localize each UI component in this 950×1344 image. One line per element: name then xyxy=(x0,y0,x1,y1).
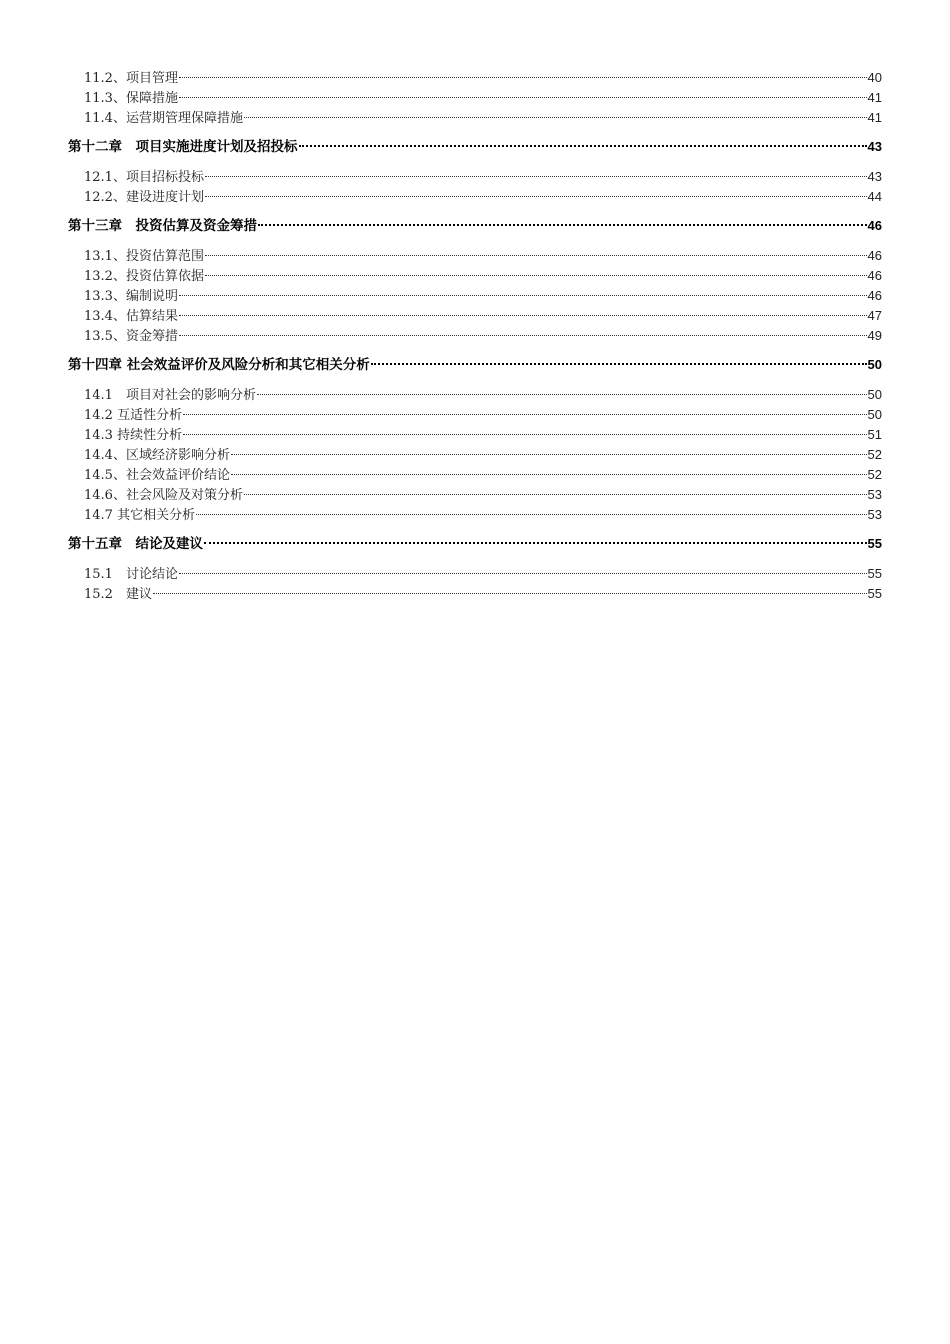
toc-page-number: 52 xyxy=(867,467,882,482)
toc-page-number: 46 xyxy=(867,268,882,283)
toc-dot-leader xyxy=(205,176,867,177)
toc-entry-12-1[interactable] xyxy=(84,167,882,187)
toc-dot-leader xyxy=(258,224,867,226)
toc-entry-title: 15.1 讨论结论 xyxy=(84,567,178,582)
toc-page-number: 55 xyxy=(867,566,882,581)
toc-entry-title: 11.4、运营期管理保障措施 xyxy=(84,111,243,126)
toc-entry-title: 13.5、资金筹措 xyxy=(84,329,178,344)
toc-dot-leader xyxy=(183,434,866,435)
toc-entry-14-4[interactable] xyxy=(84,445,882,465)
toc-entry-title: 13.1、投资估算范围 xyxy=(84,249,204,264)
toc-entry-14-3[interactable] xyxy=(84,425,882,445)
toc-dot-leader xyxy=(205,255,867,256)
toc-dot-leader xyxy=(257,394,867,395)
toc-dot-leader xyxy=(179,335,867,336)
toc-page-number: 51 xyxy=(867,427,882,442)
toc-page-number: 41 xyxy=(867,90,882,105)
toc-dot-leader xyxy=(204,542,867,544)
toc-page-number: 55 xyxy=(867,586,882,601)
toc-entry-14-7[interactable] xyxy=(84,505,882,525)
toc-page-number: 53 xyxy=(867,507,882,522)
toc-entry-title: 14.3 持续性分析 xyxy=(84,428,183,443)
toc-entry-12-2[interactable] xyxy=(84,187,882,207)
toc-entry-14-6[interactable] xyxy=(84,485,882,505)
toc-dot-leader xyxy=(179,77,867,78)
toc-page-number: 50 xyxy=(867,357,882,372)
toc-entry-title: 12.1、项目招标投标 xyxy=(84,170,204,185)
toc-entry-14-2[interactable] xyxy=(84,405,882,425)
toc-entry-title: 13.3、编制说明 xyxy=(84,289,178,304)
toc-page-number: 41 xyxy=(867,110,882,125)
toc-entry-11-2[interactable] xyxy=(84,68,882,88)
toc-dot-leader xyxy=(231,454,867,455)
toc-entry-11-3[interactable] xyxy=(84,88,882,108)
toc-entry-title: 11.2、项目管理 xyxy=(84,71,178,86)
toc-page-number: 40 xyxy=(867,70,882,85)
toc-entry-title: 14.4、区域经济影响分析 xyxy=(84,448,230,463)
toc-dot-leader xyxy=(179,295,867,296)
toc-page-number: 55 xyxy=(867,536,882,551)
toc-entry-title: 12.2、建设进度计划 xyxy=(84,190,204,205)
toc-page-number: 47 xyxy=(867,308,882,323)
toc-dot-leader xyxy=(153,593,867,594)
toc-entry-14-5[interactable] xyxy=(84,465,882,485)
toc-chapter-15[interactable] xyxy=(68,534,882,554)
toc-page-number: 52 xyxy=(867,447,882,462)
toc-entry-title: 14.5、社会效益评价结论 xyxy=(84,468,230,483)
toc-entry-13-2[interactable] xyxy=(84,266,882,286)
toc-dot-leader xyxy=(371,363,867,365)
toc-chapter-title: 第十五章 结论及建议 xyxy=(68,536,203,552)
toc-entry-title: 14.6、社会风险及对策分析 xyxy=(84,488,243,503)
toc-chapter-13[interactable] xyxy=(68,216,882,236)
toc-dot-leader xyxy=(205,196,867,197)
toc-page-number: 53 xyxy=(867,487,882,502)
toc-chapter-title: 第十二章 项目实施进度计划及招投标 xyxy=(68,139,298,155)
toc-entry-title: 14.7 其它相关分析 xyxy=(84,508,196,523)
toc-dot-leader xyxy=(299,145,867,147)
toc-chapter-14[interactable] xyxy=(68,355,882,375)
toc-dot-leader xyxy=(244,117,867,118)
toc-entry-title: 13.2、投资估算依据 xyxy=(84,269,204,284)
toc-chapter-title: 第十四章 社会效益评价及风险分析和其它相关分析 xyxy=(68,357,370,373)
toc-entry-11-4[interactable] xyxy=(84,108,882,128)
toc-page-number: 46 xyxy=(867,288,882,303)
toc-dot-leader xyxy=(179,97,867,98)
toc-dot-leader xyxy=(231,474,867,475)
toc-entry-title: 11.3、保障措施 xyxy=(84,91,178,106)
toc-entry-13-4[interactable] xyxy=(84,306,882,326)
toc-entry-13-1[interactable] xyxy=(84,246,882,266)
toc-page-number: 49 xyxy=(867,328,882,343)
toc-entry-14-1[interactable] xyxy=(84,385,882,405)
toc-entry-title: 13.4、估算结果 xyxy=(84,309,178,324)
toc-dot-leader xyxy=(179,315,867,316)
toc-entry-13-5[interactable] xyxy=(84,326,882,346)
toc-page-number: 43 xyxy=(867,169,882,184)
toc-entry-15-2[interactable] xyxy=(84,584,882,604)
toc-chapter-12[interactable] xyxy=(68,137,882,157)
toc-dot-leader xyxy=(205,275,867,276)
toc-page-number: 50 xyxy=(867,407,882,422)
toc-page-number: 46 xyxy=(867,218,882,233)
toc-page-number: 43 xyxy=(867,139,882,154)
toc-dot-leader xyxy=(196,514,866,515)
toc-dot-leader xyxy=(244,494,867,495)
toc-entry-title: 15.2 建议 xyxy=(84,587,152,602)
toc-entry-title: 14.2 互适性分析 xyxy=(84,408,183,423)
toc-entry-13-3[interactable] xyxy=(84,286,882,306)
toc-dot-leader xyxy=(183,414,866,415)
toc-entry-title: 14.1 项目对社会的影响分析 xyxy=(84,388,256,403)
toc-chapter-title: 第十三章 投资估算及资金筹措 xyxy=(68,218,257,234)
toc-entry-15-1[interactable] xyxy=(84,564,882,584)
toc-page-number: 50 xyxy=(867,387,882,402)
toc-dot-leader xyxy=(179,573,867,574)
toc-page-number: 46 xyxy=(867,248,882,263)
toc-page-number: 44 xyxy=(867,189,882,204)
